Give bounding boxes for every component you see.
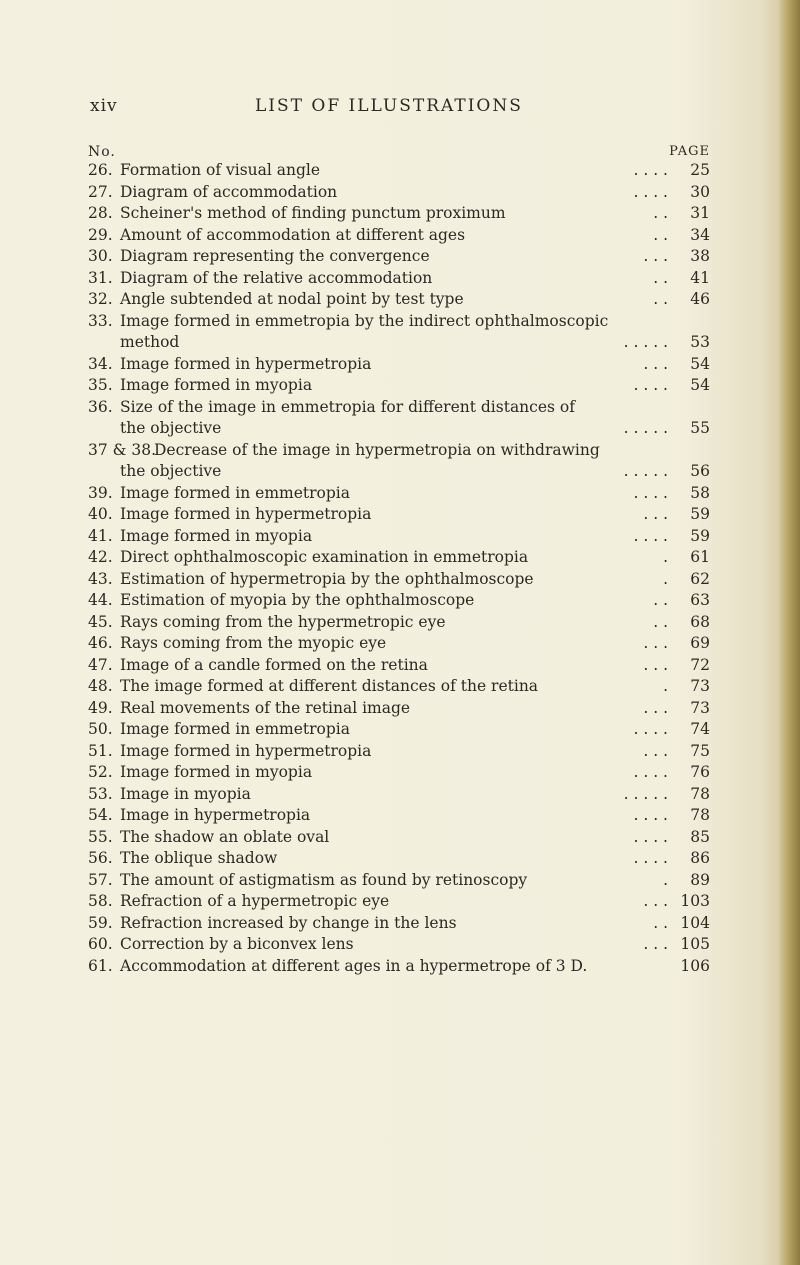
list-item — [88, 504, 710, 526]
list-item — [88, 913, 710, 935]
entry-line — [88, 612, 710, 634]
entry-title: Angle subtended at nodal point by test type — [120, 290, 464, 308]
entry-page-number: 38 — [690, 247, 710, 265]
dot-leader: . . . . — [633, 827, 668, 846]
entry-page-number: 55 — [690, 419, 710, 437]
list-item — [88, 784, 710, 806]
entry-number: 48. — [88, 677, 113, 695]
list-item — [88, 698, 710, 720]
entry-line — [88, 311, 710, 333]
entry-number: 47. — [88, 655, 113, 674]
entry-title: Image formed in myopia — [120, 376, 313, 394]
entry-number: 26. — [88, 161, 113, 179]
entry-line — [88, 332, 710, 354]
entry-title: Estimation of hypermetropia by the ophthalmoscope — [120, 569, 534, 588]
entry-line — [88, 375, 710, 397]
list-item — [88, 762, 710, 784]
entry-number: 59. — [88, 913, 113, 932]
entry-page-number: 85 — [690, 827, 710, 846]
list-item — [88, 870, 710, 892]
entry-title: Size of the image in emmetropia for different distances of — [120, 397, 575, 416]
entry-title: Rays coming from the myopic eye — [120, 634, 387, 652]
list-item — [88, 655, 710, 677]
entry-line — [88, 203, 710, 225]
list-item — [88, 633, 710, 655]
entry-number: 32. — [88, 290, 113, 308]
page-folio: xiv — [90, 96, 118, 116]
entry-title: The oblique shadow — [120, 849, 278, 867]
entry-number: 31. — [88, 268, 113, 287]
entry-title: Image formed in myopia — [120, 763, 313, 781]
dot-leader: . . . — [643, 354, 668, 373]
list-item — [88, 483, 710, 505]
dot-leader: . . . . — [633, 806, 668, 824]
number-column-heading: No. — [88, 144, 116, 160]
entry-page-number: 69 — [690, 634, 710, 652]
dot-leader: . . . . — [633, 849, 668, 867]
entry-line — [88, 719, 710, 741]
dot-leader: . . . — [643, 247, 668, 265]
entry-title: Diagram of the relative accommodation — [120, 268, 433, 287]
entry-page-number: 41 — [690, 268, 710, 287]
entry-title: Real movements of the retinal image — [120, 698, 411, 717]
entry-number: 57. — [88, 870, 113, 889]
dot-leader: . . . . — [633, 526, 668, 545]
entry-number: 36. — [88, 397, 113, 416]
entry-line — [88, 934, 710, 956]
entry-title: Estimation of myopia by the ophthalmoscope — [120, 591, 475, 609]
entry-title: Scheiner's method of finding punctum proximum — [120, 204, 506, 222]
entry-page-number: 73 — [690, 677, 710, 695]
entry-number: 44. — [88, 591, 113, 609]
entry-page-number: 104 — [680, 913, 710, 932]
entry-line — [88, 698, 710, 720]
entry-page-number: 54 — [690, 376, 710, 394]
entry-number: 42. — [88, 548, 113, 566]
entry-line — [88, 633, 710, 655]
dot-leader: . — [663, 548, 668, 566]
list-item — [88, 160, 710, 182]
dot-leader: . . — [653, 290, 668, 308]
entry-line — [88, 784, 710, 806]
entry-title: Diagram of accommodation — [120, 182, 338, 201]
list-item — [88, 526, 710, 548]
illustrations-list — [88, 160, 710, 977]
list-item — [88, 956, 710, 978]
entry-line — [88, 762, 710, 784]
list-item — [88, 203, 710, 225]
entry-line — [88, 268, 710, 290]
entry-page-number: 61 — [690, 548, 710, 566]
entry-line — [88, 397, 710, 419]
list-item — [88, 741, 710, 763]
dot-leader: . . . — [643, 505, 668, 523]
entry-line — [88, 827, 710, 849]
entry-page-number: 25 — [690, 161, 710, 179]
list-item — [88, 569, 710, 591]
entry-page-number: 46 — [690, 290, 710, 308]
entry-page-number: 54 — [690, 354, 710, 373]
entry-line — [88, 569, 710, 591]
entry-line — [88, 289, 710, 311]
dot-leader: . . . . — [633, 763, 668, 781]
entry-page-number: 74 — [690, 720, 710, 738]
entry-title: Image formed in emmetropia by the indirect ophthalmoscopic — [120, 311, 609, 330]
entry-number: 51. — [88, 741, 113, 760]
entry-title-continued: method — [120, 333, 180, 351]
entry-line — [88, 805, 710, 827]
entry-number: 58. — [88, 892, 113, 910]
entry-line — [88, 655, 710, 677]
entry-title: Direct ophthalmoscopic examination in emmetropia — [120, 548, 529, 566]
entry-line — [88, 590, 710, 612]
entry-page-number: 106 — [680, 956, 710, 975]
entry-title: Decrease of the image in hypermetropia on withdrawing — [154, 440, 600, 459]
entry-page-number: 103 — [680, 892, 710, 910]
dot-leader: . . . — [643, 892, 668, 910]
entry-number: 49. — [88, 698, 113, 717]
entry-number: 56. — [88, 849, 113, 867]
entry-number: 52. — [88, 763, 113, 781]
entry-line — [88, 160, 710, 182]
entry-number: 40. — [88, 505, 113, 523]
entry-number: 60. — [88, 935, 113, 953]
list-item — [88, 354, 710, 376]
list-item — [88, 590, 710, 612]
dot-leader: . . . — [643, 634, 668, 652]
list-item — [88, 440, 710, 483]
dot-leader: . . — [653, 204, 668, 222]
dot-leader: . — [663, 870, 668, 889]
list-item — [88, 268, 710, 290]
list-item — [88, 547, 710, 569]
list-item — [88, 246, 710, 268]
entry-title: The shadow an oblate oval — [120, 827, 330, 846]
entry-line — [88, 741, 710, 763]
entry-title: Image of a candle formed on the retina — [120, 655, 428, 674]
dot-leader: . . . — [643, 935, 668, 953]
dot-leader: . . . . . — [623, 419, 668, 437]
dot-leader: . . — [653, 591, 668, 609]
entry-page-number: 78 — [690, 806, 710, 824]
entry-line — [88, 956, 710, 978]
dot-leader: . . . — [643, 741, 668, 760]
entry-number: 37 & 38. — [88, 440, 157, 459]
entry-line — [88, 483, 710, 505]
entry-line — [88, 547, 710, 569]
entry-line — [88, 461, 710, 483]
entry-page-number: 72 — [690, 655, 710, 674]
dot-leader: . . . . — [633, 161, 668, 179]
entry-number: 45. — [88, 612, 113, 631]
entry-page-number: 59 — [690, 526, 710, 545]
entry-page-number: 105 — [680, 935, 710, 953]
entry-line — [88, 440, 710, 462]
page-column-heading: PAGE — [669, 144, 710, 159]
entry-number: 39. — [88, 483, 113, 502]
entry-line — [88, 891, 710, 913]
entry-title: Rays coming from the hypermetropic eye — [120, 612, 446, 631]
entry-line — [88, 504, 710, 526]
entry-number: 34. — [88, 354, 113, 373]
entry-line — [88, 526, 710, 548]
entry-line — [88, 225, 710, 247]
page-binding-edge — [778, 0, 800, 1265]
entry-title: Image formed in myopia — [120, 526, 313, 545]
entry-line — [88, 354, 710, 376]
list-item — [88, 612, 710, 634]
entry-title: Image formed in emmetropia — [120, 720, 350, 738]
entry-number: 55. — [88, 827, 113, 846]
dot-leader: . . . . — [633, 720, 668, 738]
entry-line — [88, 182, 710, 204]
dot-leader: . . — [653, 612, 668, 631]
entry-title: Image formed in hypermetropia — [120, 505, 372, 523]
entry-page-number: 58 — [690, 483, 710, 502]
entry-page-number: 34 — [690, 225, 710, 244]
entry-line — [88, 848, 710, 870]
list-item — [88, 827, 710, 849]
entry-number: 61. — [88, 956, 113, 975]
entry-line — [88, 870, 710, 892]
entry-title: Image in hypermetropia — [120, 806, 311, 824]
entry-number: 54. — [88, 806, 113, 824]
entry-number: 30. — [88, 247, 113, 265]
entry-line — [88, 246, 710, 268]
entry-title: The amount of astigmatism as found by retinoscopy — [120, 870, 528, 889]
dot-leader: . — [663, 569, 668, 588]
dot-leader: . . . . — [633, 483, 668, 502]
list-item — [88, 311, 710, 354]
list-item — [88, 891, 710, 913]
entry-page-number: 56 — [690, 462, 710, 480]
entry-title: The image formed at different distances of the retina — [120, 677, 539, 695]
list-item — [88, 289, 710, 311]
list-item — [88, 225, 710, 247]
page-title: LIST OF ILLUSTRATIONS — [255, 96, 523, 116]
entry-number: 46. — [88, 634, 113, 652]
entry-title: Image formed in hypermetropia — [120, 354, 372, 373]
entry-page-number: 86 — [690, 849, 710, 867]
list-item — [88, 805, 710, 827]
entry-page-number: 76 — [690, 763, 710, 781]
entry-page-number: 75 — [690, 741, 710, 760]
list-item — [88, 934, 710, 956]
list-item — [88, 397, 710, 440]
dot-leader: . . . . . — [623, 462, 668, 480]
entry-page-number: 31 — [690, 204, 710, 222]
entry-title: Diagram representing the convergence — [120, 247, 430, 265]
list-item — [88, 719, 710, 741]
entry-page-number: 78 — [690, 784, 710, 803]
entry-title: Amount of accommodation at different ages — [120, 225, 466, 244]
dot-leader: . . . — [643, 655, 668, 674]
entry-title-continued: the objective — [120, 462, 222, 480]
entry-title: Refraction increased by change in the lens — [120, 913, 457, 932]
entry-line — [88, 913, 710, 935]
entry-page-number: 30 — [690, 182, 710, 201]
list-item — [88, 676, 710, 698]
entry-number: 33. — [88, 311, 113, 330]
entry-page-number: 63 — [690, 591, 710, 609]
entry-title: Correction by a biconvex lens — [120, 935, 354, 953]
entry-page-number: 62 — [690, 569, 710, 588]
list-item — [88, 182, 710, 204]
dot-leader: . . . . . — [623, 333, 668, 351]
entry-number: 35. — [88, 376, 113, 394]
entry-number: 53. — [88, 784, 113, 803]
entry-page-number: 59 — [690, 505, 710, 523]
dot-leader: . — [663, 677, 668, 695]
dot-leader: . . . . . — [623, 784, 668, 803]
entry-title-continued: the objective — [120, 419, 222, 437]
entry-page-number: 53 — [690, 333, 710, 351]
entry-page-number: 73 — [690, 698, 710, 717]
dot-leader: . . . . — [633, 376, 668, 394]
entry-number: 41. — [88, 526, 113, 545]
entry-page-number: 89 — [690, 870, 710, 889]
dot-leader: . . — [653, 913, 668, 932]
entry-title: Formation of visual angle — [120, 161, 321, 179]
dot-leader: . . — [653, 268, 668, 287]
list-item — [88, 848, 710, 870]
dot-leader: . . . . — [633, 182, 668, 201]
entry-page-number: 68 — [690, 612, 710, 631]
entry-title: Refraction of a hypermetropic eye — [120, 892, 390, 910]
entry-number: 27. — [88, 182, 113, 201]
entry-number: 28. — [88, 204, 113, 222]
list-item — [88, 375, 710, 397]
entry-number: 50. — [88, 720, 113, 738]
entry-number: 43. — [88, 569, 113, 588]
entry-title: Image in myopia — [120, 784, 251, 803]
dot-leader: . . . — [643, 698, 668, 717]
dot-leader: . . — [653, 225, 668, 244]
entry-number: 29. — [88, 225, 113, 244]
entry-line — [88, 676, 710, 698]
entry-title: Accommodation at different ages in a hypermetrope of 3 D. — [120, 956, 588, 975]
entry-line — [88, 418, 710, 440]
entry-title: Image formed in emmetropia — [120, 483, 350, 502]
entry-title: Image formed in hypermetropia — [120, 741, 372, 760]
